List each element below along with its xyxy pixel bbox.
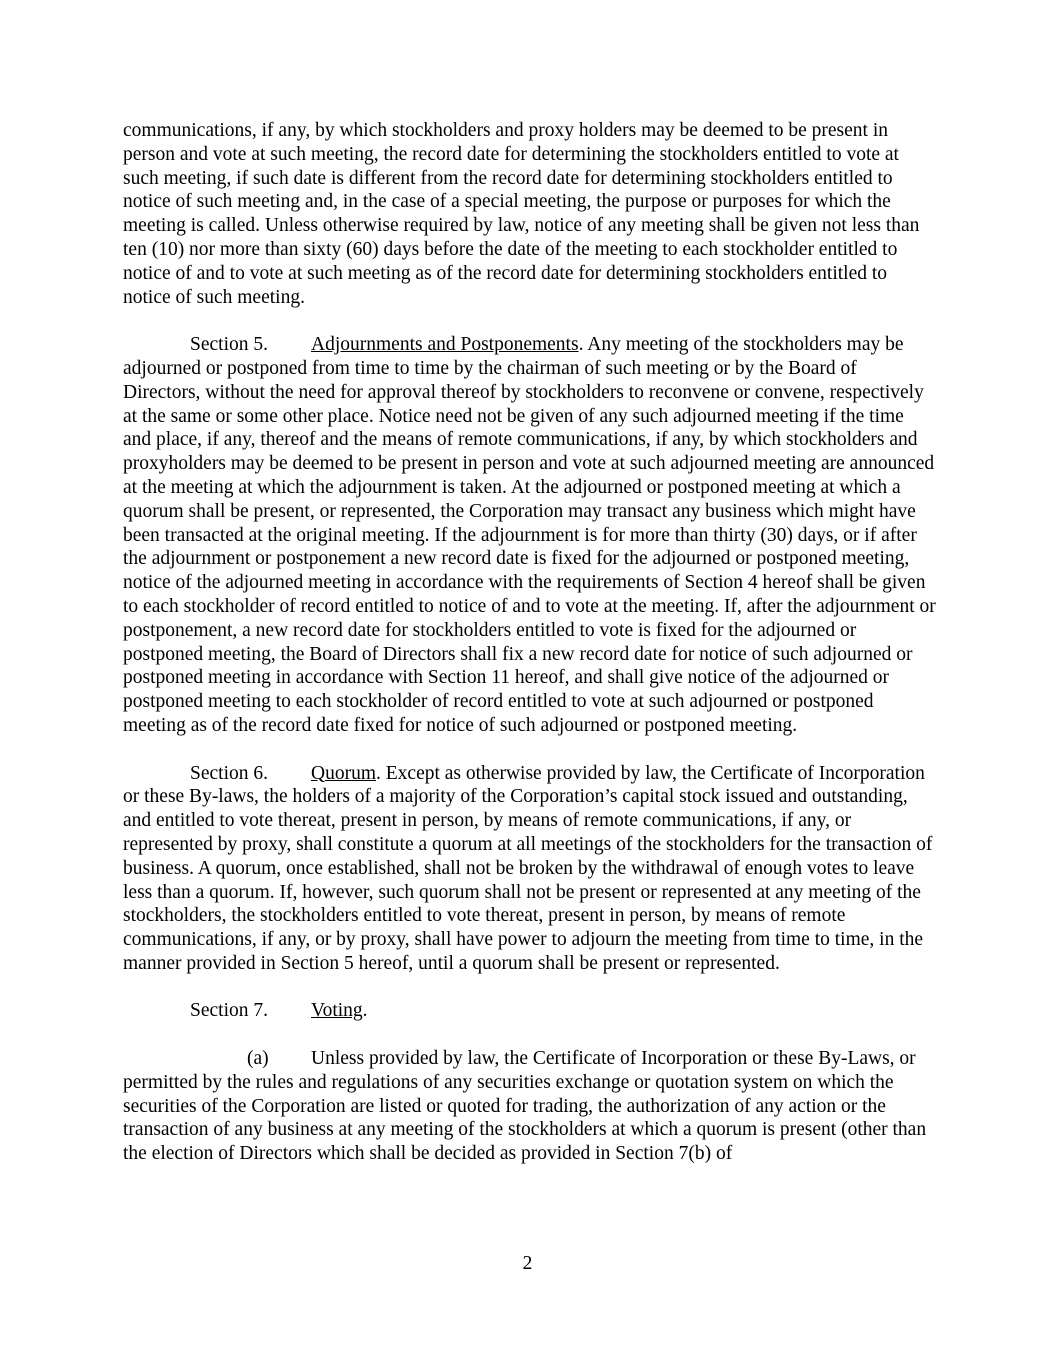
underlined-heading-text: Quorum (311, 762, 376, 784)
paragraph-section-7 (123, 999, 936, 1023)
paragraph-label: Section 7. (190, 1000, 268, 1022)
body-text-run: Unless provided by law, the Certificate of Incorporation or these By-Laws, or permitted by the rules and regulations of any securities exchange or quotation system on which the securities of the Corporation are listed or quoted for trading, the authorization of any action or the transaction of any business at any meeting of the stockholders at which a quorum is present (other than the election of Directors which shall be decided as provided in Section 7(b) of (123, 1048, 927, 1165)
paragraph-label: Section 6. (190, 762, 268, 784)
underlined-heading-text: Adjournments and Postponements (311, 334, 579, 356)
paragraph-label: (a) (247, 1048, 269, 1070)
page-number: 2 (522, 1253, 533, 1274)
paragraph-section-5 (123, 333, 936, 738)
paragraph-notice-continuation (123, 119, 936, 309)
paragraph-label: Section 5. (190, 334, 268, 356)
underlined-heading-text: Voting (311, 1000, 363, 1022)
paragraph-section-6 (123, 762, 936, 976)
body-text-run: . Any meeting of the stockholders may be adjourned or postponed from time to time by the chairman of such meeting or by the Board of Directors, without the need for approval thereof by stockholders to reconvene or convene, respectively at the same or some other place. Notice need not be given of any such adjourned meeting if the time and place, if any, thereof and the means of remote communications, if any, by which stockholders and proxyholders may be deemed to be present in person and vote at such adjourned meeting are announced at the meeting at which the adjournment is taken. At the adjourned or postponed meeting at which a quorum shall be present, or represented, the Corporation may transact any business which might have been transacted at the original meeting. If the adjournment is for more than thirty (30) days, or if after the adjournment or postponement a new record date is fixed for the adjourned or postponed meeting, notice of the adjourned meeting in accordance with the requirements of Section 4 hereof shall be given to each stockholder of record entitled to notice of and to vote at the meeting. If, after the adjournment or postponement, a new record date for stockholders entitled to vote is fixed for the adjourned or postponed meeting, the Board of Directors shall fix a new record date for notice of such adjourned or postponed meeting in accordance with Section 11 hereof, and shall give notice of the adjourned or postponed meeting to each stockholder of record entitled to vote at such adjourned or postponed meeting as of the record date fixed for notice of such adjourned or postponed meeting. (123, 334, 936, 736)
body-text-run: communications, if any, by which stockholders and proxy holders may be deemed to be present in person and vote at such meeting, the record date for determining the stockholders entitled to vote at such meeting, if such date is different from the record date for determining stockholders entitled to notice of such meeting and, in the case of a special meeting, the purpose or purposes for which the meeting is called. Unless otherwise required by law, notice of any meeting shall be given not less than ten (10) nor more than sixty (60) days before the date of the meeting to each stockholder entitled to notice of and to vote at such meeting as of the record date for determining stockholders entitled to notice of such meeting. (123, 120, 920, 308)
body-text-run: . Except as otherwise provided by law, the Certificate of Incorporation or these By-laws, the holders of a majority of the Corporation’s capital stock issued and outstanding, and entitled to vote thereat, present in person, by means of remote communications, if any, or represented by proxy, shall constitute a quorum at all meetings of the stockholders for the transaction of business. A quorum, once established, shall not be broken by the withdrawal of enough votes to leave less than a quorum. If, however, such quorum shall not be present or represented at any meeting of the stockholders, the stockholders entitled to vote thereat, present in person, by means of remote communications, if any, or by proxy, shall have power to adjourn the meeting from time to time, in the manner provided in Section 5 hereof, until a quorum shall be present or represented. (123, 762, 933, 974)
document-body (123, 119, 936, 1166)
body-text-run: . (362, 1000, 368, 1022)
paragraph-section-7a (123, 1047, 936, 1166)
